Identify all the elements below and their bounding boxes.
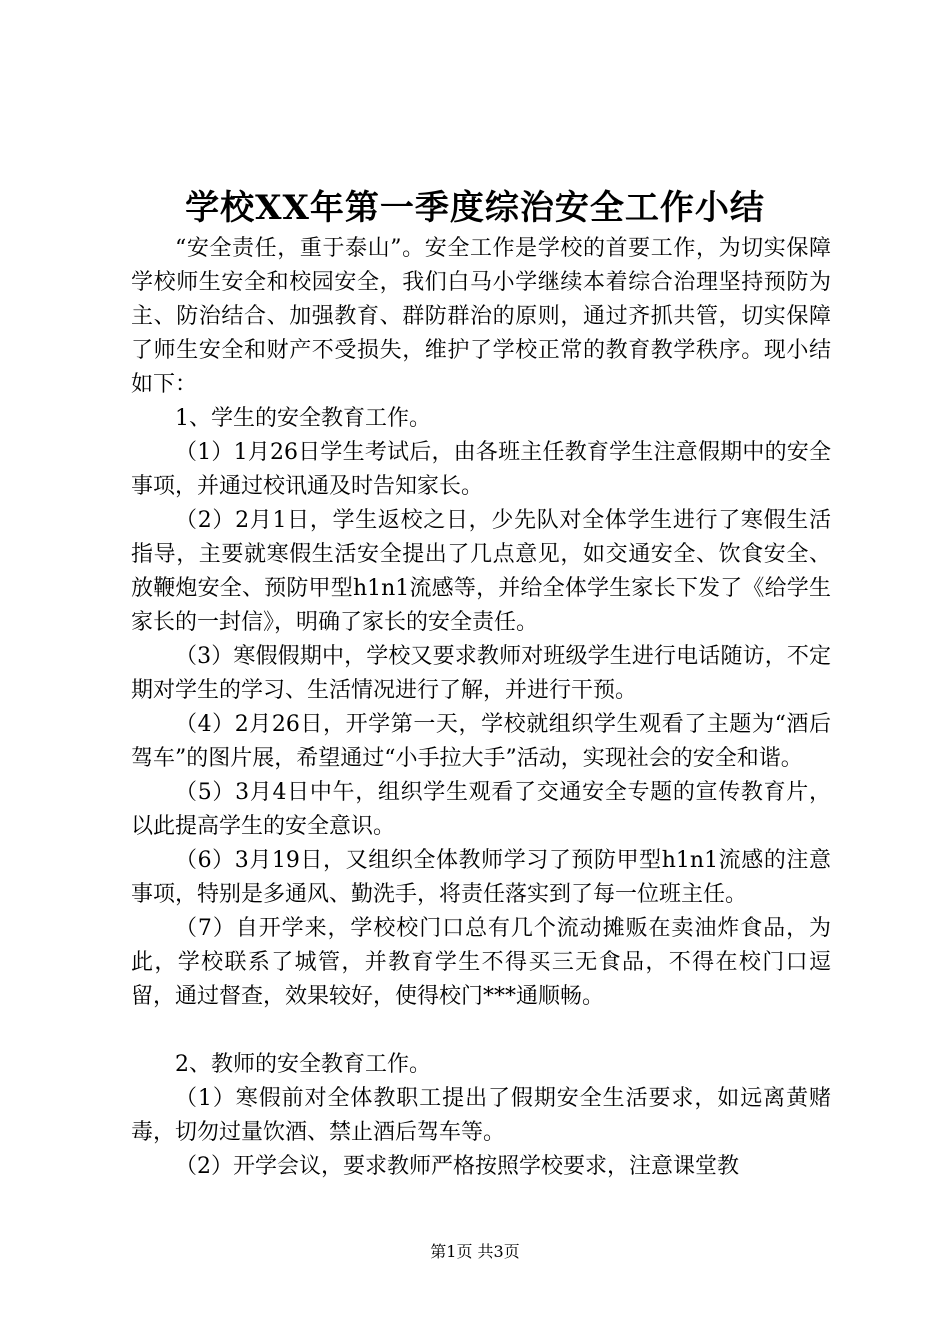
document-body <box>131 232 831 1184</box>
list-item: （1）寒假前对全体教职工提出了假期安全生活要求，如远离黄赌毒，切勿过量饮酒、禁止酒后驾车等。 <box>131 1086 831 1145</box>
list-item: （2）开学会议，要求教师严格按照学校要求，注意课堂教 <box>175 1154 739 1179</box>
section-heading-teachers: 2、教师的安全教育工作。 <box>175 1052 431 1077</box>
list-item: （2）2月1日，学生返校之日，少先队对全体学生进行了寒假生活指导，主要就寒假生活安全提出了几点意见，如交通安全、饮食安全、放鞭炮安全、预防甲型h1n1流感等，并给全体学生家长下发了《给学生家长的一封信》，明确了家长的安全责任。 <box>131 508 831 635</box>
list-item: （1）1月26日学生考试后，由各班主任教育学生注意假期中的安全事项，并通过校讯通及时告知家长。 <box>131 440 831 499</box>
list-item: （7）自开学来，学校校门口总有几个流动摊贩在卖油炸食品，为此，学校联系了城管，并教育学生不得买三无食品，不得在校门口逗留，通过督查，效果较好，使得校门***通顺畅。 <box>131 916 831 1009</box>
list-item: （3）寒假假期中，学校又要求教师对班级学生进行电话随访，不定期对学生的学习、生活情况进行了解，并进行干预。 <box>131 644 831 703</box>
section-heading-students: 1、学生的安全教育工作。 <box>175 406 431 431</box>
intro-paragraph: “安全责任，重于泰山”。安全工作是学校的首要工作，为切实保障学校师生安全和校园安全，我们白马小学继续本着综合治理坚持预防为主、防治结合、加强教育、群防群治的原则，通过齐抓共管，切实保障了师生安全和财产不受损失，维护了学校正常的教育教学秩序。现小结如下： <box>131 236 831 397</box>
list-item: （5）3月4日中午，组织学生观看了交通安全专题的宣传教育片，以此提高学生的安全意识。 <box>131 780 831 839</box>
list-item: （4）2月26日，开学第一天，学校就组织学生观看了主题为“酒后驾车”的图片展，希望通过“小手拉大手”活动，实现社会的安全和谐。 <box>131 712 831 771</box>
page-number-footer: 第1页 共3页 <box>430 1242 520 1261</box>
document-title: 学校XX年第一季度综治安全工作小结 <box>185 188 765 228</box>
list-item: （6）3月19日，又组织全体教师学习了预防甲型h1n1流感的注意事项，特别是多通风、勤洗手，将责任落实到了每一位班主任。 <box>131 848 831 907</box>
